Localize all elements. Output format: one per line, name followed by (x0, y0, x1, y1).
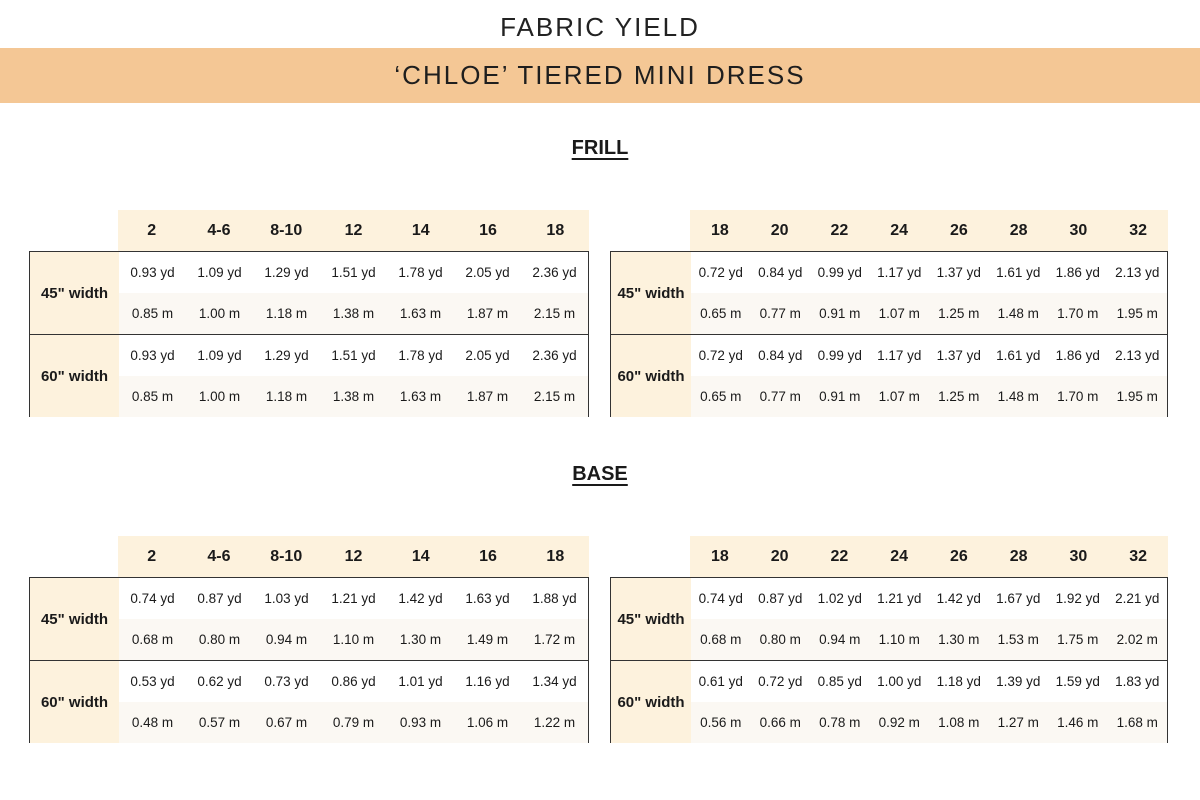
size-header-cell: 20 (770, 547, 789, 565)
yards-cell: 2.13 yd (1115, 265, 1160, 280)
yards-cell: 1.34 yd (532, 674, 577, 689)
meters-cell: 1.38 m (332, 306, 375, 321)
yards-row (691, 661, 1167, 702)
yards-cell: 1.01 yd (398, 674, 443, 689)
fabric-width-label: 45" width (611, 578, 691, 660)
yield-table-body (29, 251, 589, 417)
meters-cell: 1.18 m (265, 306, 308, 321)
meters-row (691, 702, 1167, 743)
meters-row (691, 619, 1167, 660)
size-header-cell: 30 (1069, 547, 1088, 565)
meters-cell: 1.53 m (997, 632, 1039, 647)
size-header-cell: 2 (147, 221, 157, 239)
size-header-cell: 26 (949, 221, 968, 239)
meters-cell: 0.94 m (265, 632, 308, 647)
size-header-cell: 14 (411, 547, 430, 565)
meters-cell: 0.66 m (759, 715, 801, 730)
yards-cell: 1.37 yd (936, 265, 981, 280)
yards-cell: 1.09 yd (197, 265, 242, 280)
fabric-width-label: 60" width (611, 661, 691, 743)
meters-cell: 2.15 m (533, 389, 576, 404)
yards-cell: 1.78 yd (398, 348, 443, 363)
meters-cell: 1.22 m (533, 715, 576, 730)
yards-row (119, 335, 588, 376)
fabric-width-label: 60" width (611, 335, 691, 417)
meters-cell: 1.87 m (466, 306, 509, 321)
meters-cell: 0.80 m (759, 632, 801, 647)
meters-cell: 0.65 m (700, 389, 742, 404)
yards-cell: 1.51 yd (331, 265, 376, 280)
yards-cell: 1.61 yd (996, 348, 1041, 363)
meters-cell: 1.08 m (938, 715, 980, 730)
size-header-cell: 12 (344, 547, 363, 565)
fabric-width-label: 45" width (611, 252, 691, 334)
yards-cell: 0.72 yd (698, 348, 743, 363)
yards-cell: 0.72 yd (758, 674, 803, 689)
size-header-cell: 4-6 (207, 221, 231, 239)
yards-cell: 1.42 yd (398, 591, 443, 606)
fabric-width-group (611, 334, 1167, 417)
meters-cell: 2.02 m (1116, 632, 1158, 647)
section-title-frill: FRILL (571, 137, 629, 159)
meters-cell: 1.07 m (878, 389, 920, 404)
yards-row (119, 252, 588, 293)
size-header-cell: 28 (1009, 547, 1028, 565)
yards-row (691, 335, 1167, 376)
yards-cell: 1.21 yd (331, 591, 376, 606)
yards-cell: 1.03 yd (264, 591, 309, 606)
size-header-cell: 24 (890, 221, 909, 239)
size-header-cell: 8-10 (270, 547, 303, 565)
yards-cell: 1.88 yd (532, 591, 577, 606)
meters-cell: 1.18 m (265, 389, 308, 404)
meters-row (119, 619, 588, 660)
size-header-row (690, 536, 1168, 577)
yards-cell: 1.86 yd (1055, 265, 1100, 280)
meters-cell: 1.25 m (938, 389, 980, 404)
yards-cell: 0.74 yd (130, 591, 175, 606)
yards-cell: 1.09 yd (197, 348, 242, 363)
meters-cell: 1.38 m (332, 389, 375, 404)
yards-cell: 1.00 yd (877, 674, 922, 689)
yards-cell: 1.78 yd (398, 265, 443, 280)
fabric-width-group (611, 578, 1167, 660)
yield-table (610, 536, 1168, 743)
yards-row (119, 578, 588, 619)
yards-cell: 1.16 yd (465, 674, 510, 689)
yards-cell: 0.84 yd (758, 265, 803, 280)
fabric-width-group (30, 578, 588, 660)
fabric-width-group (611, 660, 1167, 743)
meters-cell: 1.30 m (399, 632, 442, 647)
fabric-width-label: 45" width (30, 252, 119, 334)
size-header-cell: 28 (1009, 221, 1028, 239)
yards-cell: 0.74 yd (698, 591, 743, 606)
meters-cell: 1.70 m (1057, 389, 1099, 404)
yield-table (29, 210, 589, 417)
meters-row (119, 376, 588, 417)
yield-table-body (610, 251, 1168, 417)
meters-cell: 1.25 m (938, 306, 980, 321)
meters-cell: 0.78 m (819, 715, 861, 730)
yards-cell: 0.86 yd (331, 674, 376, 689)
pattern-name-banner (0, 48, 1200, 103)
yards-cell: 1.39 yd (996, 674, 1041, 689)
meters-cell: 1.46 m (1057, 715, 1099, 730)
yards-cell: 0.62 yd (197, 674, 242, 689)
yards-cell: 0.93 yd (130, 265, 175, 280)
meters-cell: 0.85 m (131, 306, 174, 321)
meters-cell: 0.77 m (759, 306, 801, 321)
yards-row (691, 578, 1167, 619)
size-header-cell: 16 (479, 221, 497, 239)
meters-cell: 0.79 m (332, 715, 375, 730)
meters-cell: 1.68 m (1116, 715, 1158, 730)
meters-cell: 1.75 m (1057, 632, 1099, 647)
size-header-cell: 32 (1129, 547, 1148, 565)
meters-cell: 0.65 m (700, 306, 742, 321)
yards-cell: 0.85 yd (817, 674, 862, 689)
yards-cell: 1.51 yd (331, 348, 376, 363)
size-header-cell: 24 (890, 547, 909, 565)
meters-cell: 1.48 m (997, 306, 1039, 321)
yards-cell: 0.99 yd (817, 265, 862, 280)
meters-row (119, 293, 588, 334)
meters-cell: 1.95 m (1116, 306, 1158, 321)
yards-cell: 1.17 yd (877, 265, 922, 280)
meters-cell: 0.56 m (700, 715, 742, 730)
meters-cell: 0.91 m (819, 389, 861, 404)
meters-cell: 1.07 m (878, 306, 920, 321)
meters-cell: 0.68 m (131, 632, 174, 647)
meters-cell: 0.93 m (399, 715, 442, 730)
yield-table-body (29, 577, 589, 743)
meters-cell: 2.15 m (533, 306, 576, 321)
yards-cell: 1.37 yd (936, 348, 981, 363)
meters-cell: 0.68 m (700, 632, 742, 647)
size-header-cell: 22 (830, 547, 849, 565)
fabric-width-group (30, 334, 588, 417)
size-header-cell: 22 (830, 221, 849, 239)
yards-cell: 0.87 yd (758, 591, 803, 606)
meters-cell: 1.10 m (332, 632, 375, 647)
meters-cell: 1.63 m (399, 306, 442, 321)
meters-cell: 0.91 m (819, 306, 861, 321)
yards-cell: 1.29 yd (264, 348, 309, 363)
fabric-width-label: 45" width (30, 578, 119, 660)
size-header-cell: 30 (1069, 221, 1088, 239)
meters-cell: 1.27 m (997, 715, 1039, 730)
meters-row (119, 702, 588, 743)
yards-cell: 0.99 yd (817, 348, 862, 363)
yards-cell: 1.59 yd (1055, 674, 1100, 689)
yards-cell: 0.72 yd (698, 265, 743, 280)
yards-cell: 1.86 yd (1055, 348, 1100, 363)
yards-cell: 2.36 yd (532, 265, 577, 280)
yards-cell: 0.53 yd (130, 674, 175, 689)
meters-cell: 0.57 m (198, 715, 241, 730)
fabric-width-label: 60" width (30, 661, 119, 743)
meters-cell: 1.63 m (399, 389, 442, 404)
meters-cell: 0.94 m (819, 632, 861, 647)
page-title: FABRIC YIELD (500, 12, 700, 42)
yield-table (610, 210, 1168, 417)
meters-cell: 1.49 m (466, 632, 509, 647)
size-header-cell: 4-6 (207, 547, 231, 565)
size-header-row (118, 210, 589, 251)
meters-cell: 0.92 m (878, 715, 920, 730)
size-header-cell: 12 (344, 221, 363, 239)
yards-cell: 1.42 yd (936, 591, 981, 606)
meters-cell: 1.48 m (997, 389, 1039, 404)
meters-row (691, 376, 1167, 417)
size-header-cell: 18 (546, 221, 565, 239)
yield-table (29, 536, 589, 743)
yards-row (119, 661, 588, 702)
yards-cell: 1.61 yd (996, 265, 1041, 280)
yards-cell: 0.84 yd (758, 348, 803, 363)
meters-cell: 1.30 m (938, 632, 980, 647)
meters-cell: 1.72 m (533, 632, 576, 647)
size-header-cell: 26 (949, 547, 968, 565)
size-header-cell: 18 (546, 547, 565, 565)
meters-cell: 1.95 m (1116, 389, 1158, 404)
yards-cell: 1.63 yd (465, 591, 510, 606)
yards-cell: 1.29 yd (264, 265, 309, 280)
fabric-width-group (30, 660, 588, 743)
yards-cell: 1.67 yd (996, 591, 1041, 606)
yards-cell: 1.17 yd (877, 348, 922, 363)
size-header-cell: 14 (411, 221, 430, 239)
yards-row (691, 252, 1167, 293)
meters-cell: 1.87 m (466, 389, 509, 404)
yards-cell: 1.92 yd (1055, 591, 1100, 606)
yards-cell: 0.73 yd (264, 674, 309, 689)
yards-cell: 0.87 yd (197, 591, 242, 606)
yards-cell: 2.36 yd (532, 348, 577, 363)
size-header-cell: 18 (710, 221, 729, 239)
fabric-width-group (30, 252, 588, 334)
yards-cell: 0.61 yd (698, 674, 743, 689)
size-header-cell: 20 (770, 221, 789, 239)
meters-cell: 0.80 m (198, 632, 241, 647)
yards-cell: 1.21 yd (877, 591, 922, 606)
section-title-base: BASE (572, 463, 628, 485)
meters-cell: 0.48 m (131, 715, 174, 730)
meters-row (691, 293, 1167, 334)
meters-cell: 1.00 m (198, 306, 241, 321)
fabric-width-label: 60" width (30, 335, 119, 417)
size-header-row (118, 536, 589, 577)
meters-cell: 0.85 m (131, 389, 174, 404)
pattern-name: ‘CHLOE’ TIERED MINI DRESS (394, 60, 806, 90)
size-header-cell: 16 (479, 547, 497, 565)
meters-cell: 1.00 m (198, 389, 241, 404)
yards-cell: 2.13 yd (1115, 348, 1160, 363)
yards-cell: 2.05 yd (465, 348, 510, 363)
yards-cell: 1.83 yd (1115, 674, 1160, 689)
yield-table-body (610, 577, 1168, 743)
meters-cell: 1.10 m (878, 632, 920, 647)
size-header-cell: 18 (710, 547, 729, 565)
yards-cell: 0.93 yd (130, 348, 175, 363)
size-header-row (690, 210, 1168, 251)
meters-cell: 1.70 m (1057, 306, 1099, 321)
size-header-cell: 32 (1129, 221, 1148, 239)
fabric-width-group (611, 252, 1167, 334)
meters-cell: 0.77 m (759, 389, 801, 404)
size-header-cell: 2 (147, 547, 157, 565)
meters-cell: 1.06 m (466, 715, 509, 730)
size-header-cell: 8-10 (270, 221, 303, 239)
yards-cell: 1.02 yd (817, 591, 862, 606)
yards-cell: 1.18 yd (936, 674, 981, 689)
yards-cell: 2.21 yd (1115, 591, 1160, 606)
yards-cell: 2.05 yd (465, 265, 510, 280)
meters-cell: 0.67 m (265, 715, 308, 730)
